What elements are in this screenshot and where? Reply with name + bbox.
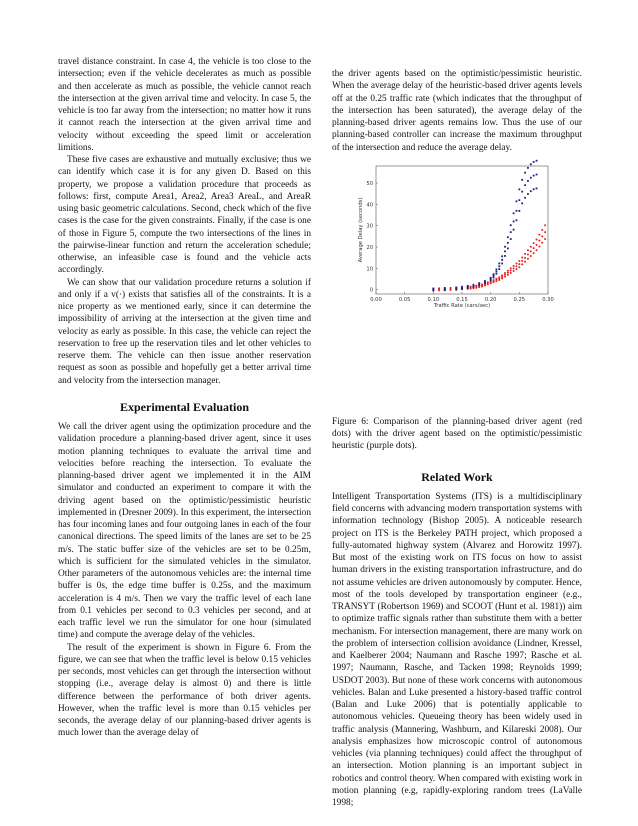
heuristic-based-point bbox=[516, 210, 518, 212]
planning-based-point bbox=[493, 279, 495, 281]
x-tick-label: 0.00 bbox=[370, 296, 382, 303]
heuristic-based-point bbox=[521, 202, 523, 204]
heuristic-based-point bbox=[530, 177, 532, 179]
section-heading-related-work: Related Work bbox=[421, 469, 493, 484]
heuristic-based-point bbox=[493, 273, 495, 275]
figure-6-caption: Figure 6: Comparison of the planning-based driver agent (red dots) with the driver agent based on the optimistic/pessimistic heuristic (purple dots). bbox=[332, 416, 582, 452]
heuristic-based-point bbox=[507, 242, 509, 244]
heuristic-based-point bbox=[496, 268, 498, 270]
planning-based-point bbox=[544, 224, 546, 226]
y-tick-label: 40 bbox=[366, 202, 373, 209]
planning-based-point bbox=[530, 245, 532, 247]
heuristic-based-point bbox=[467, 285, 469, 287]
y-tick-label: 10 bbox=[366, 266, 373, 273]
heuristic-based-point bbox=[524, 172, 526, 174]
heuristic-based-point bbox=[533, 188, 535, 190]
heuristic-based-point bbox=[504, 255, 506, 257]
heuristic-based-point bbox=[501, 259, 503, 261]
x-tick-label: 0.10 bbox=[427, 296, 440, 303]
planning-based-point bbox=[538, 245, 540, 247]
heuristic-based-point bbox=[510, 224, 512, 226]
planning-based-point bbox=[501, 274, 503, 276]
planning-based-point bbox=[533, 242, 535, 244]
heuristic-based-point bbox=[461, 286, 463, 288]
planning-based-point bbox=[524, 253, 526, 255]
heuristic-based-point bbox=[518, 188, 520, 190]
planning-based-point bbox=[527, 258, 529, 260]
right-paragraph-1: the driver agents based on the optimistic/pessimistic heuristic. When the average delay of the heuristic-based driver agents levels off at the 0.25 traffic rate (which indicates that the throughput of the intersection has been saturated), the average delay of the planning-based driver agents remains low. Thus the use of our planning-based controller can increase the maximum throughput of the intersection and reduce the average delay. bbox=[332, 69, 582, 153]
planning-based-point bbox=[536, 244, 538, 246]
heuristic-based-point bbox=[504, 250, 506, 252]
planning-based-point bbox=[504, 272, 506, 274]
planning-based-point bbox=[538, 239, 540, 241]
planning-based-point bbox=[513, 265, 515, 267]
heuristic-based-point bbox=[524, 197, 526, 199]
left-paragraph-3: We can show that our validation procedure returns a solution if and only if a v(·) exists that satisfies all of the constraints. It is a nice property as we mentioned early, since it can determine the impossibility of arriving at the intersection at the given time and velocity as early as possible. In this case, the vehicle can reject the reservation to free up the reservation tiles and let other vehicles to reserve them. The vehicle can then issue another reservation request as soon as possible and hopefully get a better arrival time and velocity from the intersection manager. bbox=[58, 277, 311, 386]
planning-based-point bbox=[515, 265, 517, 267]
heuristic-based-point bbox=[510, 231, 512, 233]
planning-based-point bbox=[524, 260, 526, 262]
planning-based-point bbox=[507, 273, 509, 275]
heuristic-based-point bbox=[518, 199, 520, 201]
heuristic-based-point bbox=[498, 265, 500, 267]
heuristic-based-point bbox=[516, 200, 518, 202]
heuristic-based-point bbox=[493, 276, 495, 278]
heuristic-based-point bbox=[455, 286, 457, 288]
heuristic-based-point bbox=[510, 238, 512, 240]
x-tick-label: 0.25 bbox=[513, 296, 526, 303]
planning-based-point bbox=[527, 253, 529, 255]
planning-based-point bbox=[470, 285, 472, 287]
planning-based-point bbox=[510, 267, 512, 269]
heuristic-based-point bbox=[490, 277, 492, 279]
x-tick-label: 0.20 bbox=[484, 296, 497, 303]
planning-based-point bbox=[521, 256, 523, 258]
planning-based-point bbox=[487, 281, 489, 283]
planning-based-point bbox=[515, 268, 517, 270]
planning-based-point bbox=[450, 287, 452, 289]
x-axis-label: Traffic Rate (cars/sec) bbox=[433, 302, 491, 309]
heuristic-based-point bbox=[521, 190, 523, 192]
left-paragraph-4: We call the driver agent using the optimization procedure and the validation procedure a planning-based driver agent, since it uses motion planning techniques to evaluate the arrival time and velocities before reaching the intersection. To evaluate the planning-based driver agent we implemented it in the AIM simulator and conducted an experiment to compare it with the driving agent based on the optimistic/pessimistic heuristic implemented in (Dresner 2009). In this experiment, the intersection has four incoming lanes and four outgoing lanes in each of the four canonical directions. The speed limits of the lanes are set to be 25 m/s. The static buffer size of the vehicles are set to be 0.25m, which is sufficient for the simulated vehicles in the simulator. Other parameters of the autonomous vehicles are: the internal time buffer is 0s, the edge time buffer is 0.25s, and the maximum acceleration is 4 m/s. Then we vary the traffic level of each lane from 0.1 vehicles per second to 0.3 vehicles per second, and at each traffic level we run the simulator for one hour (simulated time) and compute the average delay of the vehicles. bbox=[58, 422, 311, 641]
heuristic-based-point bbox=[536, 160, 538, 162]
heuristic-based-point bbox=[504, 246, 506, 248]
left-paragraph-2: These five cases are exhaustive and mutually exclusive; thus we can identify which case it is for any given D. Based on this property, we propose a validation procedure that proceeds as follows: first, compute Area1, Area2, Area3 AreaL, and AreaR using basic geometric calculations. Second, check which of the five cases is the case for the given constraints. Finally, if the case is one of those in Figure 5, compute the two intersections of the lines in the pairwise-linear function and return the acceleration schedule; otherwise, an infeasible case is found and the vehicle acts accordingly. bbox=[58, 155, 311, 276]
planning-based-point bbox=[524, 256, 526, 258]
planning-based-point bbox=[475, 284, 477, 286]
planning-based-point bbox=[507, 271, 509, 273]
heuristic-based-point bbox=[507, 247, 509, 249]
planning-based-point bbox=[515, 262, 517, 264]
heuristic-based-point bbox=[536, 187, 538, 189]
planning-based-point bbox=[521, 263, 523, 265]
heuristic-based-point bbox=[530, 163, 532, 165]
heuristic-based-point bbox=[530, 190, 532, 192]
planning-based-point bbox=[544, 238, 546, 240]
heuristic-based-point bbox=[527, 193, 529, 195]
planning-based-point bbox=[530, 255, 532, 257]
planning-based-point bbox=[518, 260, 520, 262]
heuristic-based-point bbox=[533, 161, 535, 163]
planning-based-point bbox=[481, 283, 483, 285]
heuristic-based-point bbox=[444, 287, 446, 289]
left-paragraph-5: The result of the experiment is shown in Figure 6. From the figure, we can see that when the traffic level is below 0.15 vehicles per seconds, most vehicles can get through the intersection without stopping (i.e., average delay is almost 0) and there is little difference between the performance of both driver agents. However, when the traffic level is more than 0.15 vehicles per seconds, the average delay of our planning-based driver agents is much lower than the average delay of bbox=[58, 642, 311, 739]
delay-scatter-chart bbox=[332, 154, 582, 314]
heuristic-based-point bbox=[524, 184, 526, 186]
heuristic-based-point bbox=[513, 220, 515, 222]
x-tick-label: 0.05 bbox=[398, 296, 411, 303]
planning-based-point bbox=[536, 249, 538, 251]
planning-based-point bbox=[533, 252, 535, 254]
planning-based-point bbox=[541, 242, 543, 244]
planning-based-point bbox=[541, 235, 543, 237]
heuristic-based-point bbox=[493, 275, 495, 277]
heuristic-based-point bbox=[484, 280, 486, 282]
y-axis-label: Average Delay (seconds) bbox=[358, 197, 364, 263]
planning-based-point bbox=[495, 277, 497, 279]
planning-based-point bbox=[541, 229, 543, 231]
heuristic-based-point bbox=[507, 236, 509, 238]
planning-based-point bbox=[507, 269, 509, 271]
planning-based-point bbox=[521, 260, 523, 262]
planning-based-point bbox=[533, 247, 535, 249]
heuristic-based-point bbox=[513, 212, 515, 214]
planning-based-point bbox=[513, 267, 515, 269]
planning-based-point bbox=[536, 238, 538, 240]
planning-based-point bbox=[530, 250, 532, 252]
heuristic-based-point bbox=[496, 273, 498, 275]
heuristic-based-point bbox=[478, 282, 480, 284]
y-tick-label: 50 bbox=[366, 180, 373, 187]
planning-based-point bbox=[518, 263, 520, 265]
right-paragraph-2: Intelligent Transportation Systems (ITS) is a multidisciplinary field concerns with advancing modern transportation systems with information technology (Bishop 2005). A noticeable research project on ITS is the Berkeley PATH project, which proposed a fully-automated highway system (Alvarez and Horowitz 1997). But most of the existing work on ITS focus on how to assist human drivers in the existing transportation infrastructure, and do not assume vehicles are driven autonomously by computer. Hence, most of the tools developed by transportation engineer (e.g., TRANSYT (Robertson 1969) and SCOOT (Hunt et al. 1981)) aim to optimize traffic signals rather than substitute them with a better mechanism. For intersection management, there are many work on the problem of intersection collision avoidance (Lindner, Kressel, and Kaelberer 2004; Naumann and Rasche 1997; Rasche et al. 1997; Naumann, Rasche, and Tacken 1998; Reynolds 1999; USDOT 2003). But none of these work concerns with autonomous vehicles. Balan and Luke presented a history-based traffic control (Balan and Luke 2006) that is potentially applicable to autonomous vehicles. Queueing theory has been widely used in traffic analysis (Mannering, Washburn, and Kilareski 2008). Our analysis emphasizes how microscopic control of autonomous vehicles (via planning techniques) could affect the throughput of an intersection. Motion planning is an important subject in robotics and control theory. When compared with existing work in motion planning (e.g, rapidly-exploring random trees (LaValle 1998; bbox=[332, 491, 582, 808]
planning-based-point bbox=[538, 234, 540, 236]
heuristic-based-point bbox=[533, 174, 535, 176]
heuristic-based-point bbox=[432, 287, 434, 289]
y-tick-label: 30 bbox=[366, 223, 373, 230]
planning-based-point bbox=[438, 287, 440, 289]
heuristic-based-point bbox=[518, 210, 520, 212]
planning-based-point bbox=[513, 270, 515, 272]
right-column bbox=[332, 68, 582, 809]
planning-based-point bbox=[544, 231, 546, 233]
planning-based-point bbox=[498, 276, 500, 278]
planning-based-point bbox=[504, 274, 506, 276]
x-tick-label: 0.30 bbox=[542, 296, 554, 303]
left-paragraph-1: travel distance constraint. In case 4, the vehicle is too close to the intersection; even if the vehicle decelerates as much as possible and then accelerate as much as possible, the vehicle cannot reach the intersection at the given arrival time and velocity. In case 5, the vehicle is too far away from the intersection; no matter how it runs it cannot reach the intersection at the given arrival time and velocity without exceeding the speed limit or acceleration limitions. bbox=[58, 57, 311, 153]
heuristic-based-point bbox=[498, 262, 500, 264]
planning-based-point bbox=[504, 275, 506, 277]
heuristic-based-point bbox=[536, 173, 538, 175]
heuristic-based-point bbox=[473, 284, 475, 286]
planning-based-point bbox=[518, 266, 520, 268]
heuristic-based-point bbox=[521, 179, 523, 181]
heuristic-based-point bbox=[501, 255, 503, 257]
x-tick-label: 0.15 bbox=[456, 296, 468, 303]
y-tick-label: 20 bbox=[366, 244, 373, 251]
heuristic-based-point bbox=[527, 180, 529, 182]
section-heading-experimental-evaluation: Experimental Evaluation bbox=[119, 399, 249, 414]
planning-based-point bbox=[510, 269, 512, 271]
y-tick-label: 0 bbox=[369, 287, 373, 294]
plot-frame bbox=[376, 166, 548, 294]
heuristic-based-point bbox=[513, 229, 515, 231]
planning-based-point bbox=[510, 272, 512, 274]
heuristic-based-point bbox=[501, 262, 503, 264]
left-column bbox=[58, 56, 311, 740]
heuristic-based-point bbox=[498, 268, 500, 270]
figure-6 bbox=[332, 154, 582, 416]
heuristic-based-point bbox=[527, 167, 529, 169]
planning-based-point bbox=[527, 249, 529, 251]
heuristic-based-point bbox=[516, 219, 518, 221]
heuristic-based-point bbox=[496, 270, 498, 272]
